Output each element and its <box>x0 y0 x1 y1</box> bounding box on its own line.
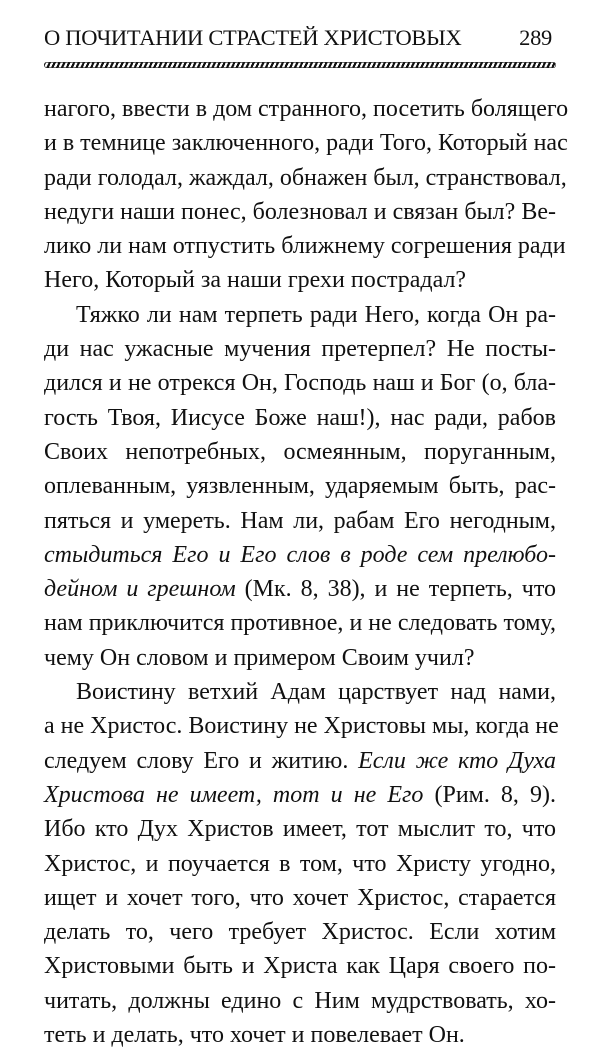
text-line <box>44 881 556 915</box>
text-line <box>44 366 556 400</box>
text-run: чему Он словом и примером Своим учил? <box>44 644 475 671</box>
paragraph <box>44 298 556 675</box>
text-run: ди нас ужасные мучения претерпел? Не посты- <box>44 336 556 363</box>
text-line <box>44 263 556 297</box>
text-run: Ибо кто Дух Христов имеет, тот мыслит то, что <box>44 816 556 843</box>
text-line <box>44 709 559 743</box>
text-run: ищет и хочет того, что хочет Христос, старается <box>44 884 556 911</box>
paragraph <box>44 675 559 1052</box>
italic-quote: Христова не имеет, тот и не Его <box>44 781 424 808</box>
text-line <box>44 161 567 195</box>
body-text <box>44 92 569 1052</box>
text-run: и в темнице заключенного, ради Того, Который нас <box>44 130 568 157</box>
text-run: читать, должны едино с Ним мудрствовать, хо- <box>44 987 556 1014</box>
text-run: следуем слову Его и житию. <box>44 747 359 774</box>
text-line <box>44 1018 556 1052</box>
running-title: О ПОЧИТАНИИ СТРАСТЕЙ ХРИСТОВЫХ <box>44 25 462 50</box>
text-line <box>44 195 556 229</box>
paragraph <box>44 92 569 298</box>
italic-quote: стыдиться Его и Его слов в роде сем прелюбо- <box>44 541 556 568</box>
text-run: а не Христос. Воистину не Христовы мы, когда не <box>44 713 559 740</box>
text-line <box>44 675 556 709</box>
text-line <box>44 401 556 435</box>
text-line <box>44 572 556 606</box>
text-run: нагого, ввести в дом странного, посетить болящего <box>44 96 569 122</box>
text-line <box>44 812 556 846</box>
text-run: (Мк. 8, 38), и не терпеть, что <box>235 576 556 603</box>
text-run: Тяжко ли нам терпеть ради Него, когда Он ра- <box>76 301 556 328</box>
text-run: Своих непотребных, осмеянным, поруганным, <box>44 438 556 465</box>
italic-quote: дейном и грешном <box>44 576 236 603</box>
text-line <box>44 92 569 126</box>
text-line <box>44 435 556 469</box>
running-header <box>44 22 556 54</box>
text-line <box>44 229 566 263</box>
text-run: оплеванным, уязвленным, ударяемым быть, рас- <box>44 473 556 500</box>
text-line <box>44 126 568 160</box>
text-run: Христос, и поучается в том, что Христу угодно, <box>44 850 556 877</box>
text-run: гость Твоя, Иисусе Боже наш!), нас ради, рабов <box>44 404 556 431</box>
text-line <box>44 538 556 572</box>
text-run: Воистину ветхий Адам царствует над нами, <box>76 679 556 706</box>
text-line <box>44 641 556 675</box>
text-line <box>44 469 556 503</box>
text-line <box>44 606 556 640</box>
text-run: пяться и умереть. Нам ли, рабам Его негодным, <box>44 507 556 534</box>
text-line <box>44 915 556 949</box>
text-run: недуги наши понес, болезновал и связан был? Ве- <box>44 198 556 225</box>
text-run: Него, Который за наши грехи пострадал? <box>44 267 467 294</box>
text-run: делать то, чего требует Христос. Если хотим <box>44 919 556 946</box>
text-line <box>44 332 556 366</box>
text-line <box>44 298 556 332</box>
text-run: (Рим. 8, 9). <box>423 781 556 808</box>
text-line <box>44 984 556 1018</box>
text-line <box>44 504 556 538</box>
text-line <box>44 744 556 778</box>
rope-divider-icon <box>44 62 556 68</box>
page-number: 289 <box>519 25 552 50</box>
text-line <box>44 778 556 812</box>
text-run: лико ли нам отпустить ближнему согрешения ради <box>44 233 566 260</box>
text-run: теть и делать, что хочет и повелевает Он. <box>44 1022 465 1049</box>
italic-quote: Если же кто Духа <box>358 747 556 774</box>
text-line <box>44 949 556 983</box>
text-run: Христовыми быть и Христа как Царя своего по- <box>44 953 556 980</box>
text-run: дился и не отрекся Он, Господь наш и Бог (о, бла- <box>44 370 556 397</box>
text-line <box>44 847 556 881</box>
text-run: ради голодал, жаждал, обнажен был, странствовал, <box>44 164 567 191</box>
text-run: нам приключится противное, и не следовать тому, <box>44 610 556 637</box>
